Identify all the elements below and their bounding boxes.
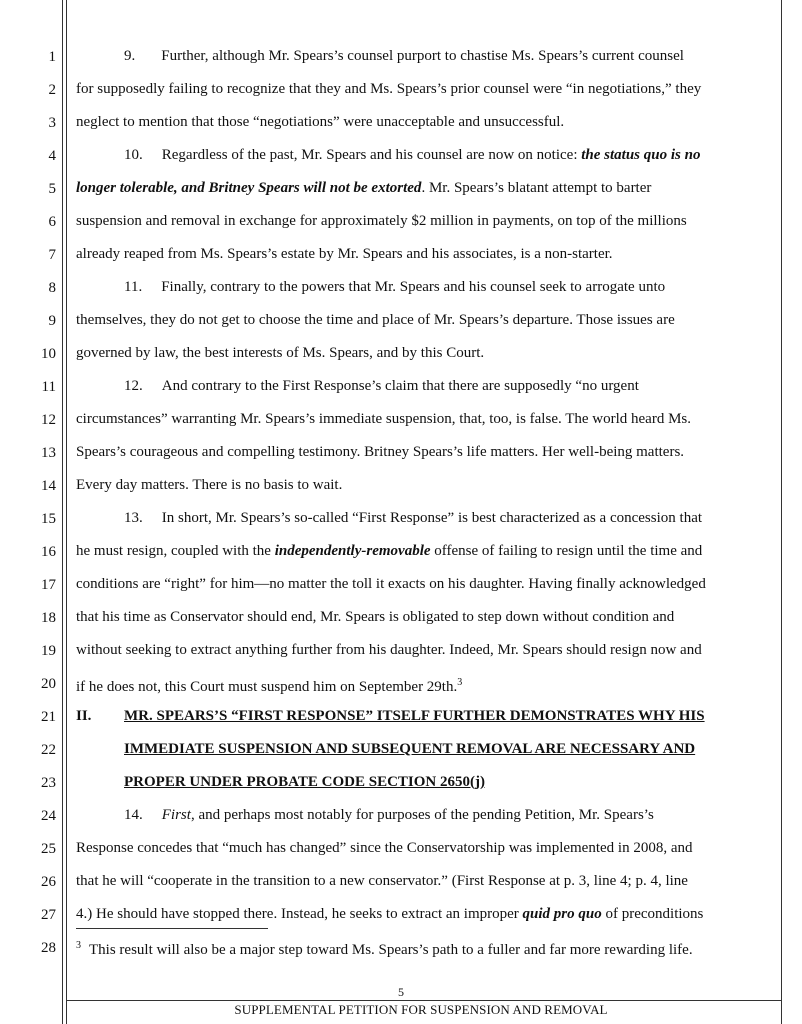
line-number: 13 [41, 445, 56, 461]
paragraph-12-line [124, 377, 802, 395]
paragraph-13-line: that his time as Conservator should end, Mr. Spears is obligated to step down without condition and [76, 609, 675, 625]
paragraph-number: 9. [124, 48, 136, 64]
line-number: 3 [48, 115, 56, 131]
emphasis-text: quid pro quo [522, 906, 602, 922]
line-number: 21 [41, 709, 56, 725]
footnote-mark: 3 [76, 940, 81, 951]
paragraph-number: 12. [124, 378, 143, 394]
emphasis-text: the status quo is no [581, 147, 701, 163]
paragraph-text: Regardless of the past, Mr. Spears and his counsel are now on notice: [161, 147, 582, 163]
paragraph-14-line [76, 905, 768, 923]
emphasis-text: independently-removable [274, 543, 431, 559]
paragraph-text: 4.) He should have stopped there. Instead, he seeks to extract an improper [76, 906, 523, 922]
line-number: 27 [41, 907, 56, 923]
line-number: 14 [41, 478, 56, 494]
paragraph-13-line [76, 542, 768, 560]
paragraph-14-line [124, 806, 802, 824]
line-number: 24 [41, 808, 56, 824]
line-number: 15 [41, 511, 56, 527]
emphasis-text: longer tolerable, and Britney Spears will not be extorted [76, 180, 422, 196]
line-number: 16 [41, 544, 56, 560]
line-number: 25 [41, 841, 56, 857]
footer-rule [66, 1000, 781, 1001]
paragraph-14-line: that he will “cooperate in the transition to a new conservator.” (First Response at p. 3, line 4; p. 4, line [76, 873, 688, 889]
paragraph-10-line: suspension and removal in exchange for approximately $2 million in payments, on top of the millions [76, 213, 687, 229]
line-number: 18 [41, 610, 56, 626]
left-margin-line-outer [62, 0, 63, 1024]
line-number: 19 [41, 643, 56, 659]
line-number: 6 [48, 214, 56, 230]
line-number: 2 [48, 82, 56, 98]
paragraph-text: if he does not, this Court must suspend him on September 29th. [76, 679, 458, 695]
section-heading-number: II. [76, 708, 92, 724]
emphasis-text: First [161, 807, 191, 823]
page-number: 5 [398, 985, 404, 999]
paragraph-12-line: Every day matters. There is no basis to wait. [76, 477, 343, 493]
line-number: 5 [48, 181, 56, 197]
footnote-text: This result will also be a major step toward Ms. Spears’s path to a fuller and far more rewarding life. [89, 942, 693, 958]
paragraph-10-line: already reaped from Ms. Spears’s estate by Mr. Spears and his associates, is a non-starter. [76, 246, 613, 262]
paragraph-text: , and perhaps most notably for purposes of the pending Petition, Mr. Spears’s [190, 807, 654, 823]
paragraph-text: Finally, contrary to the powers that Mr. Spears and his counsel seek to arrogate unto [161, 279, 666, 295]
paragraph-9-line [124, 47, 802, 65]
section-heading: IMMEDIATE SUSPENSION AND SUBSEQUENT REMOVAL ARE NECESSARY AND [124, 741, 696, 757]
line-number: 1 [48, 49, 56, 65]
paragraph-text: Further, although Mr. Spears’s counsel purport to chastise Ms. Spears’s current counsel [161, 48, 684, 64]
line-number: 11 [41, 379, 56, 395]
paragraph-number: 13. [124, 510, 143, 526]
paragraph-13-line: without seeking to extract anything further from his daughter. Indeed, Mr. Spears should resign now and [76, 642, 702, 658]
line-number: 4 [48, 148, 56, 164]
paragraph-text: of preconditions [601, 906, 704, 922]
paragraph-14-line: Response concedes that “much has changed” since the Conservatorship was implemented in 2008, and [76, 840, 693, 856]
paragraph-11-line: governed by law, the best interests of Ms. Spears, and by this Court. [76, 345, 485, 361]
paragraph-number: 10. [124, 147, 143, 163]
section-heading: PROPER UNDER PROBATE CODE SECTION 2650(j) [124, 774, 485, 790]
paragraph-text: he must resign, coupled with the [76, 543, 275, 559]
line-number: 7 [48, 247, 56, 263]
paragraph-text: offense of failing to resign until the time and [430, 543, 703, 559]
section-heading: MR. SPEARS’S “FIRST RESPONSE” ITSELF FURTHER DEMONSTRATES WHY HIS [124, 708, 705, 724]
line-number: 22 [41, 742, 56, 758]
paragraph-number: 11. [124, 279, 143, 295]
paragraph-9-line: for supposedly failing to recognize that they and Ms. Spears’s prior counsel were “in negotiations,” they [76, 81, 702, 97]
line-number: 12 [41, 412, 56, 428]
paragraph-13-line: conditions are “right” for him—no matter the toll it exacts on his daughter. Having finally acknowledged [76, 576, 706, 592]
footnote [76, 937, 693, 959]
line-number: 17 [41, 577, 56, 593]
paragraph-12-line: Spears’s courageous and compelling testimony. Britney Spears’s life matters. Her well-being matters. [76, 444, 685, 460]
line-number: 9 [48, 313, 56, 329]
paragraph-11-line [124, 278, 802, 296]
paragraph-text: In short, Mr. Spears’s so-called “First Response” is best characterized as a concession that [161, 510, 703, 526]
paragraph-text: And contrary to the First Response’s claim that there are supposedly “no urgent [161, 378, 639, 394]
line-number: 8 [48, 280, 56, 296]
paragraph-12-line: circumstances” warranting Mr. Spears’s immediate suspension, that, too, is false. The world heard Ms. [76, 411, 691, 427]
paragraph-number: 14. [124, 807, 143, 823]
paragraph-10-line [124, 146, 802, 164]
line-number: 23 [41, 775, 56, 791]
footnote-reference[interactable]: 3 [457, 677, 463, 688]
paragraph-9-line: neglect to mention that those “negotiations” were unacceptable and unsuccessful. [76, 114, 565, 130]
footer-title: SUPPLEMENTAL PETITION FOR SUSPENSION AND REMOVAL [234, 1002, 608, 1017]
footnote-separator [76, 928, 268, 929]
line-number: 20 [41, 676, 56, 692]
paragraph-text: . Mr. Spears’s blatant attempt to barter [421, 180, 652, 196]
line-number: 10 [41, 346, 56, 362]
paragraph-13-line [76, 674, 768, 696]
line-number: 28 [41, 940, 56, 956]
paragraph-13-line [124, 509, 802, 527]
paragraph-11-line: themselves, they do not get to choose the time and place of Mr. Spears’s departure. Those issues are [76, 312, 675, 328]
left-margin-line-inner [66, 0, 67, 1024]
line-number: 26 [41, 874, 56, 890]
paragraph-10-line [76, 179, 768, 197]
